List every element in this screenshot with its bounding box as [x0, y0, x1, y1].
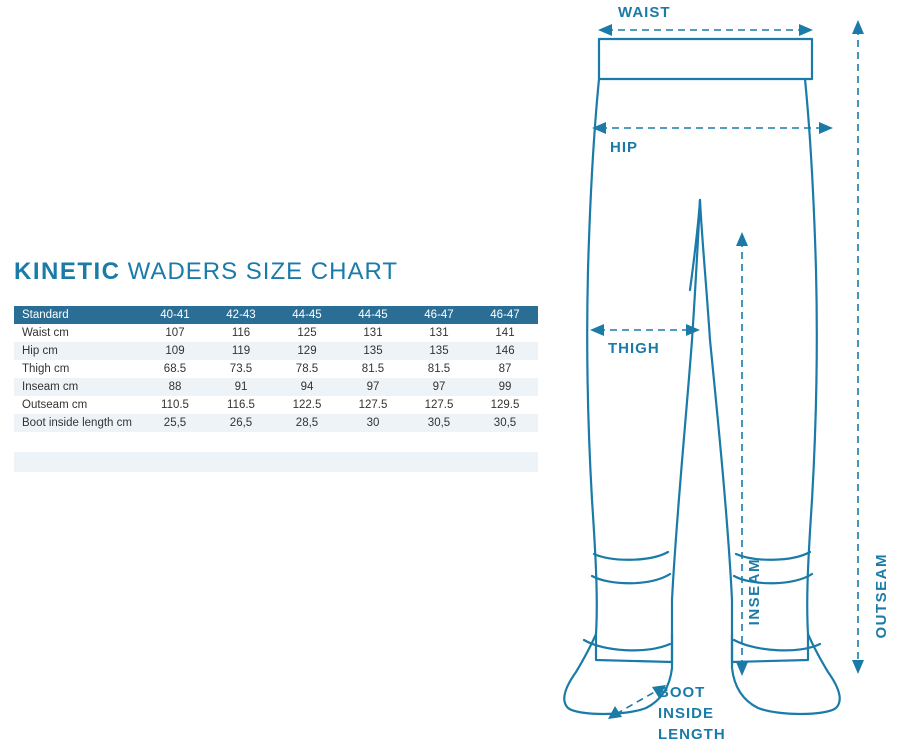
cell: 30 — [366, 417, 380, 429]
table-row — [14, 378, 538, 396]
cell: 97 — [432, 381, 446, 393]
page-title — [14, 258, 398, 286]
row-label-boot-inside-length: Boot inside length cm — [22, 417, 132, 429]
cell: 25,5 — [163, 417, 187, 429]
row-label-hip: Hip cm — [22, 345, 58, 357]
table-row — [14, 414, 538, 432]
cell: 94 — [300, 381, 314, 393]
cell: 30,5 — [493, 417, 517, 429]
row-label-outseam: Outseam cm — [22, 399, 88, 411]
label-thigh: THIGH — [608, 340, 660, 357]
cell: 135 — [363, 345, 383, 357]
cell: 81.5 — [361, 363, 385, 375]
cell: 129.5 — [490, 399, 520, 411]
column-header-size-2: 42-43 — [208, 306, 274, 324]
row-label-waist: Waist cm — [22, 327, 69, 339]
cell: 28,5 — [295, 417, 319, 429]
cell: 122.5 — [292, 399, 322, 411]
column-header-size-6: 46-47 — [472, 306, 538, 324]
row-label-inseam: Inseam cm — [22, 381, 79, 393]
row-label-thigh: Thigh cm — [22, 363, 70, 375]
cell: 73.5 — [229, 363, 253, 375]
cell: 30,5 — [427, 417, 451, 429]
table-spacer-row — [14, 432, 538, 452]
cell: 26,5 — [229, 417, 253, 429]
measurement-arrowheads — [590, 20, 864, 719]
table-spacer-row — [14, 452, 538, 472]
label-boot-inside-length — [658, 682, 726, 745]
table-header-row — [14, 306, 538, 324]
column-header-size-4: 44-45 — [340, 306, 406, 324]
column-header-size-3: 44-45 — [274, 306, 340, 324]
cell: 116.5 — [227, 399, 255, 411]
table-row — [14, 396, 538, 414]
column-header-size-5: 46-47 — [406, 306, 472, 324]
column-header-standard: Standard — [14, 306, 142, 324]
cell: 109 — [165, 345, 185, 357]
label-inseam: INSEAM — [746, 558, 763, 626]
cell: 131 — [363, 327, 383, 339]
cell: 127.5 — [358, 399, 388, 411]
cell: 68.5 — [163, 363, 187, 375]
title-rest: WADERS SIZE CHART — [127, 258, 399, 285]
spacer-cell — [14, 432, 538, 452]
waders-diagram — [540, 0, 910, 756]
table-row — [14, 342, 538, 360]
table-header — [14, 306, 538, 324]
label-boot-line-2: INSIDE — [658, 705, 715, 722]
label-hip: HIP — [610, 139, 639, 156]
table-row — [14, 324, 538, 342]
cell: 135 — [429, 345, 449, 357]
table-body — [14, 324, 538, 472]
cell: 125 — [297, 327, 317, 339]
cell: 87 — [498, 363, 512, 375]
cell: 119 — [231, 345, 251, 357]
cell: 131 — [429, 327, 449, 339]
brand-name: KINETIC — [14, 258, 121, 285]
cell: 81.5 — [427, 363, 451, 375]
table-row — [14, 360, 538, 378]
cell: 78.5 — [295, 363, 319, 375]
cell: 141 — [495, 327, 515, 339]
spacer-cell — [14, 452, 538, 472]
cell: 129 — [297, 345, 317, 357]
size-table — [14, 306, 538, 472]
cell: 99 — [498, 381, 512, 393]
label-boot-line-1: BOOT — [658, 684, 706, 701]
cell: 116 — [231, 327, 251, 339]
cell: 110.5 — [161, 399, 189, 411]
cell: 107 — [165, 327, 185, 339]
cell: 88 — [168, 381, 182, 393]
waders-drawing — [540, 0, 910, 756]
cell: 127.5 — [424, 399, 454, 411]
cell: 91 — [234, 381, 248, 393]
label-boot-line-3: LENGTH — [658, 726, 726, 743]
label-outseam: OUTSEAM — [873, 553, 890, 639]
label-waist: WAIST — [618, 4, 671, 21]
cell: 146 — [495, 345, 515, 357]
cell: 97 — [366, 381, 380, 393]
column-header-size-1: 40-41 — [142, 306, 208, 324]
